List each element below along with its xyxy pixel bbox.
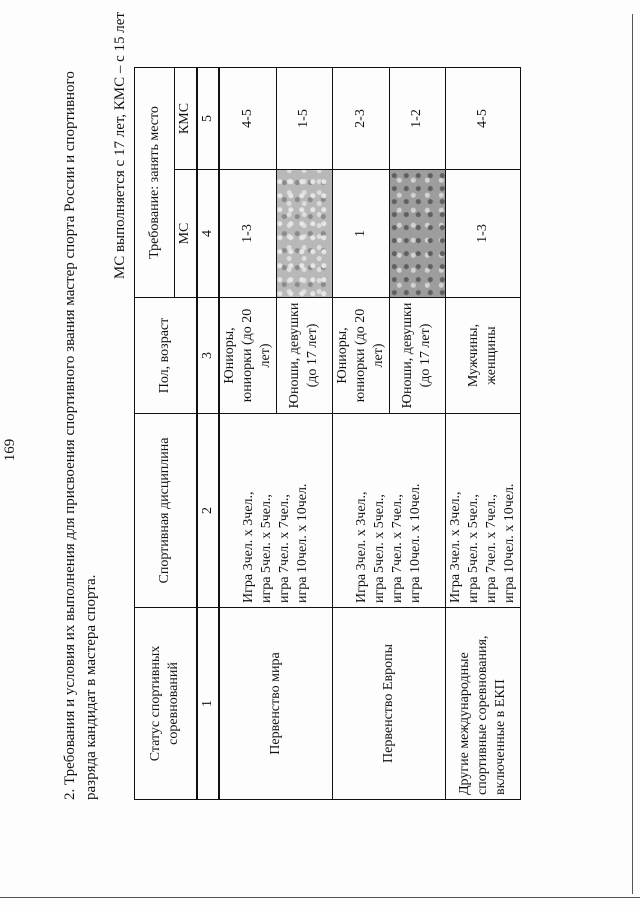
discipline-line: Игра 3чел. х 3чел., xyxy=(240,491,256,603)
header-ms: МС xyxy=(175,170,197,298)
shaded-empty-cell xyxy=(389,170,445,298)
group-cell: Мужчины, женщины xyxy=(445,298,520,414)
kms-place-cell: 4-5 xyxy=(445,68,520,170)
status-cell: Первенство мира xyxy=(219,608,333,800)
discipline-cell xyxy=(219,414,333,608)
group-cell: Юниоры, юниорки (до 20 лет) xyxy=(219,298,277,414)
col-number: 3 xyxy=(197,298,219,414)
status-cell: Первенство Европы xyxy=(332,608,445,800)
status-cell: Другие международные спортивные соревнования, включенные в ЕКП xyxy=(445,608,520,800)
header-gender-age: Пол, возраст xyxy=(135,298,197,414)
group-cell: Юноши, девушки (до 17 лет) xyxy=(276,298,332,414)
discipline-cell xyxy=(445,414,520,608)
column-number-row xyxy=(197,68,219,800)
ms-place-cell: 1-3 xyxy=(445,170,520,298)
table-header-row xyxy=(135,68,175,800)
col-number: 4 xyxy=(197,170,219,298)
discipline-line: игра 5чел. х 5чел., xyxy=(465,494,481,603)
discipline-line: Игра 3чел. х 3чел., xyxy=(353,491,369,603)
header-kms: КМС xyxy=(175,68,197,170)
section-heading: 2. Требования и условия их выполнения для присвоения спортивного звания мастер спорта России и спортивного разряда кандидат в мастера спорта. xyxy=(62,71,99,800)
group-cell: Юниоры, юниорки (до 20 лет) xyxy=(332,298,389,414)
kms-place-cell: 1-2 xyxy=(389,68,445,170)
discipline-line: игра 7чел. х 7чел., xyxy=(276,494,292,603)
ms-place-cell: 1-3 xyxy=(219,170,277,298)
discipline-line: игра 10чел. х 10чел. xyxy=(501,483,517,603)
ms-place-cell: 1 xyxy=(332,170,389,298)
discipline-line: игра 7чел. х 7чел., xyxy=(483,494,499,603)
header-discipline: Спортивная дисциплина xyxy=(135,414,197,608)
kms-place-cell: 2-3 xyxy=(332,68,389,170)
header-requirement: Требование: занять место xyxy=(135,68,175,298)
group-cell: Юноши, девушки (до 17 лет) xyxy=(389,298,445,414)
shaded-empty-cell xyxy=(276,170,332,298)
discipline-cell xyxy=(332,414,445,608)
col-number: 5 xyxy=(197,68,219,170)
col-number: 1 xyxy=(197,608,219,800)
requirements-table xyxy=(134,67,521,800)
kms-place-cell: 4-5 xyxy=(219,68,277,170)
page-number: 169 xyxy=(2,438,18,462)
discipline-line: игра 10чел. х 10чел. xyxy=(294,483,310,603)
header-status: Статус спортивных соревнований xyxy=(135,608,197,800)
col-number: 2 xyxy=(197,414,219,608)
table-row xyxy=(219,68,277,800)
kms-place-cell: 1-5 xyxy=(276,68,332,170)
table-row xyxy=(332,68,389,800)
discipline-line: игра 5чел. х 5чел., xyxy=(371,494,387,603)
discipline-line: Игра 3чел. х 3чел., xyxy=(447,491,463,603)
discipline-line: игра 5чел. х 5чел., xyxy=(258,494,274,603)
age-note: МС выполняется с 17 лет, КМС – с 15 лет xyxy=(112,12,128,280)
discipline-line: игра 7чел. х 7чел., xyxy=(389,494,405,603)
table-row xyxy=(445,68,520,800)
discipline-line: игра 10чел. х 10чел. xyxy=(407,483,423,603)
